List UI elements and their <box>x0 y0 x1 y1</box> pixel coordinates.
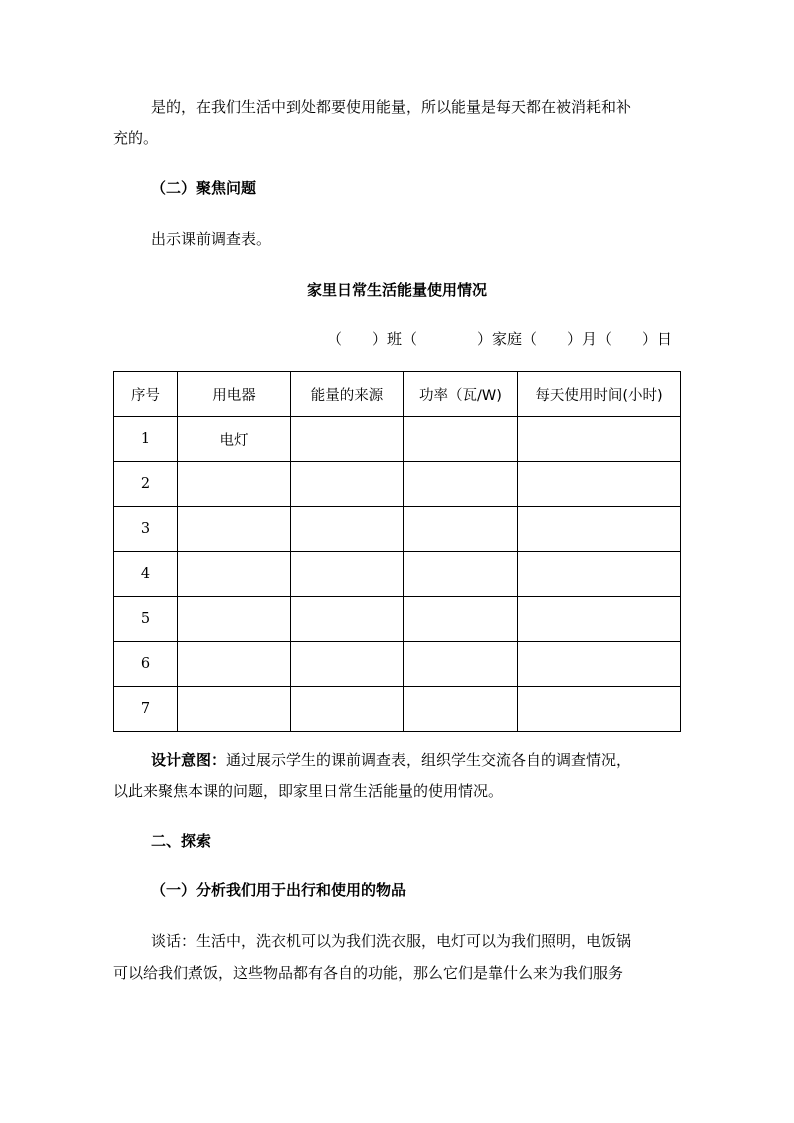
row-index: 7 <box>114 687 178 732</box>
usage-time-cell <box>518 597 681 642</box>
usage-time-cell <box>518 507 681 552</box>
survey-table <box>113 371 681 732</box>
power-cell <box>404 507 518 552</box>
power-cell <box>404 552 518 597</box>
table-row <box>114 552 681 597</box>
usage-time-cell <box>518 552 681 597</box>
design-intent-line-1 <box>151 749 631 770</box>
table-fill-line: （ ）班（ ）家庭（ ）月（ ）日 <box>326 330 672 348</box>
section-heading-explore: 二、探索 <box>151 832 212 850</box>
energy-source-cell <box>291 552 404 597</box>
row-index: 6 <box>114 642 178 687</box>
header-appliance: 用电器 <box>178 372 291 417</box>
talk-line-2: 可以给我们煮饭，这些物品都有各自的功能，那么它们是靠什么来为我们服务 <box>113 964 624 982</box>
design-intent-label: 设计意图： <box>151 751 227 769</box>
intro-line-1: 是的，在我们生活中到处都要使用能量，所以能量是每天都在被消耗和补 <box>151 98 632 116</box>
appliance-cell: 电灯 <box>178 417 291 462</box>
appliance-cell <box>178 507 291 552</box>
table-header-row <box>114 372 681 417</box>
energy-source-cell <box>291 642 404 687</box>
header-energy-source: 能量的来源 <box>291 372 404 417</box>
energy-source-cell <box>291 462 404 507</box>
usage-time-cell <box>518 687 681 732</box>
subsection-heading-analyze: （一）分析我们用于出行和使用的物品 <box>151 881 407 899</box>
energy-source-cell <box>291 687 404 732</box>
header-power: 功率（瓦/W) <box>404 372 518 417</box>
header-index: 序号 <box>114 372 178 417</box>
table-row <box>114 642 681 687</box>
energy-source-cell <box>291 507 404 552</box>
table-row <box>114 507 681 552</box>
energy-source-cell <box>291 417 404 462</box>
table-title: 家里日常生活能量使用情况 <box>306 281 487 299</box>
row-index: 4 <box>114 552 178 597</box>
energy-source-cell <box>291 597 404 642</box>
row-index: 5 <box>114 597 178 642</box>
appliance-cell <box>178 597 291 642</box>
power-cell <box>404 462 518 507</box>
intro-line-2: 充的。 <box>113 129 159 147</box>
power-cell <box>404 417 518 462</box>
header-daily-usage-time: 每天使用时间(小时) <box>518 372 681 417</box>
appliance-cell <box>178 687 291 732</box>
table-row <box>114 462 681 507</box>
design-intent-text: 通过展示学生的课前调查表，组织学生交流各自的调查情况， <box>226 751 632 769</box>
usage-time-cell <box>518 462 681 507</box>
power-cell <box>404 597 518 642</box>
design-intent-line-2: 以此来聚焦本课的问题，即家里日常生活能量的使用情况。 <box>113 782 504 800</box>
appliance-cell <box>178 552 291 597</box>
talk-line-1: 谈话：生活中，洗衣机可以为我们洗衣服，电灯可以为我们照明，电饭锅 <box>151 932 632 950</box>
focus-text: 出示课前调查表。 <box>151 230 272 248</box>
row-index: 2 <box>114 462 178 507</box>
row-index: 1 <box>114 417 178 462</box>
row-index: 3 <box>114 507 178 552</box>
appliance-cell <box>178 642 291 687</box>
power-cell <box>404 687 518 732</box>
usage-time-cell <box>518 642 681 687</box>
table-row <box>114 597 681 642</box>
section-heading-focus: （二）聚焦问题 <box>151 179 257 197</box>
appliance-cell <box>178 462 291 507</box>
table-row <box>114 417 681 462</box>
usage-time-cell <box>518 417 681 462</box>
power-cell <box>404 642 518 687</box>
table-row <box>114 687 681 732</box>
